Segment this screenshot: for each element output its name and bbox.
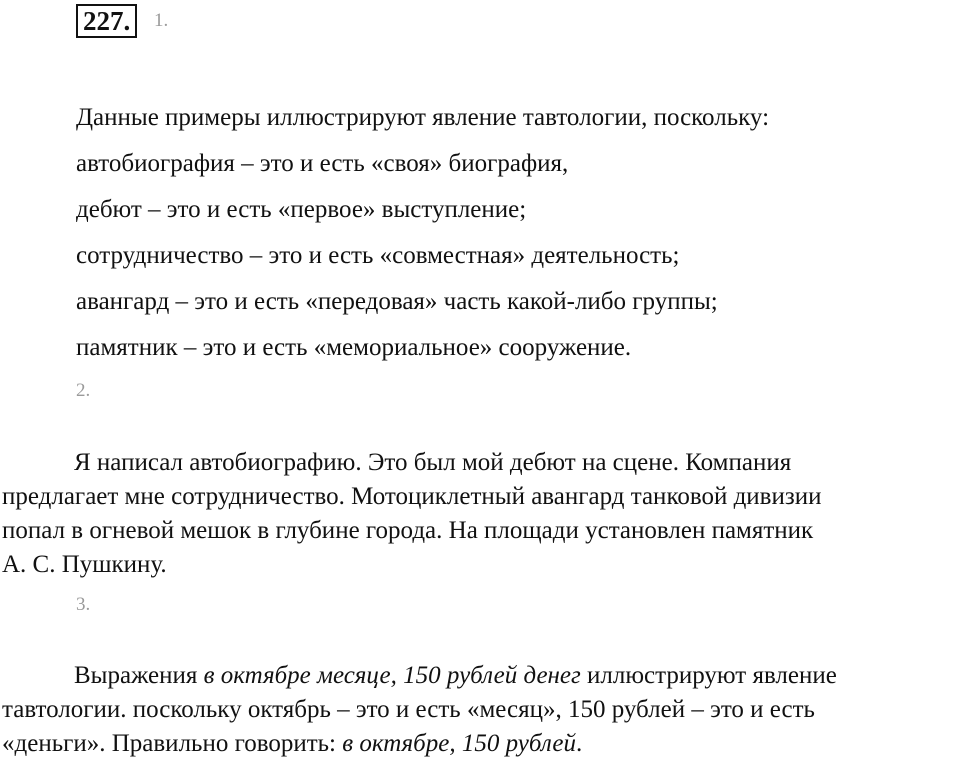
part2-marker: 2. bbox=[76, 380, 91, 401]
part2-line-3: попал в огневой мешок в глубине города. На площади установлен памятник bbox=[2, 517, 814, 544]
part3-line-1-italic: в октябре месяце, 150 рублей денег bbox=[203, 662, 581, 689]
part3-line-1-text-a: Выражения bbox=[74, 662, 204, 689]
part1-line-1: Данные примеры иллюстрируют явление тавтологии, поскольку: bbox=[76, 104, 770, 131]
part1-line-5: авангард – это и есть «передовая» часть какой-либо группы; bbox=[76, 288, 718, 315]
exercise-number: 227. bbox=[76, 4, 137, 38]
part3-line-3 bbox=[2, 727, 960, 761]
part3-line-2: тавтологии. поскольку октябрь – это и есть «месяц», 150 рублей – это и есть bbox=[2, 696, 815, 723]
part1-line-3: дебют – это и есть «первое» выступление; bbox=[76, 196, 527, 223]
part1-line-2: автобиография – это и есть «своя» биография, bbox=[76, 150, 569, 177]
part1-line-6: памятник – это и есть «мемориальное» сооружение. bbox=[76, 334, 632, 361]
part2-line-4: А. С. Пушкину. bbox=[2, 551, 167, 578]
part3-line-1-text-b: иллюстрируют явление bbox=[580, 662, 837, 689]
part3-line-3-text-b: . bbox=[575, 730, 583, 757]
part3-line-3-italic: в октябре, 150 рублей bbox=[342, 730, 576, 757]
part3-line-3-text-a: «деньги». Правильно говорить: bbox=[2, 730, 343, 757]
part3-marker: 3. bbox=[76, 594, 91, 615]
part2-line-2: предлагает мне сотрудничество. Мотоциклетный авангард танковой дивизии bbox=[2, 483, 822, 510]
part1-marker: 1. bbox=[154, 10, 169, 31]
part3-line-1 bbox=[2, 659, 960, 693]
part2-line-1: Я написал автобиографию. Это был мой дебют на сцене. Компания bbox=[74, 449, 792, 476]
part3-paragraph bbox=[2, 659, 960, 761]
part2-paragraph bbox=[2, 446, 960, 582]
part1-line-4: сотрудничество – это и есть «совместная» деятельность; bbox=[76, 242, 680, 269]
